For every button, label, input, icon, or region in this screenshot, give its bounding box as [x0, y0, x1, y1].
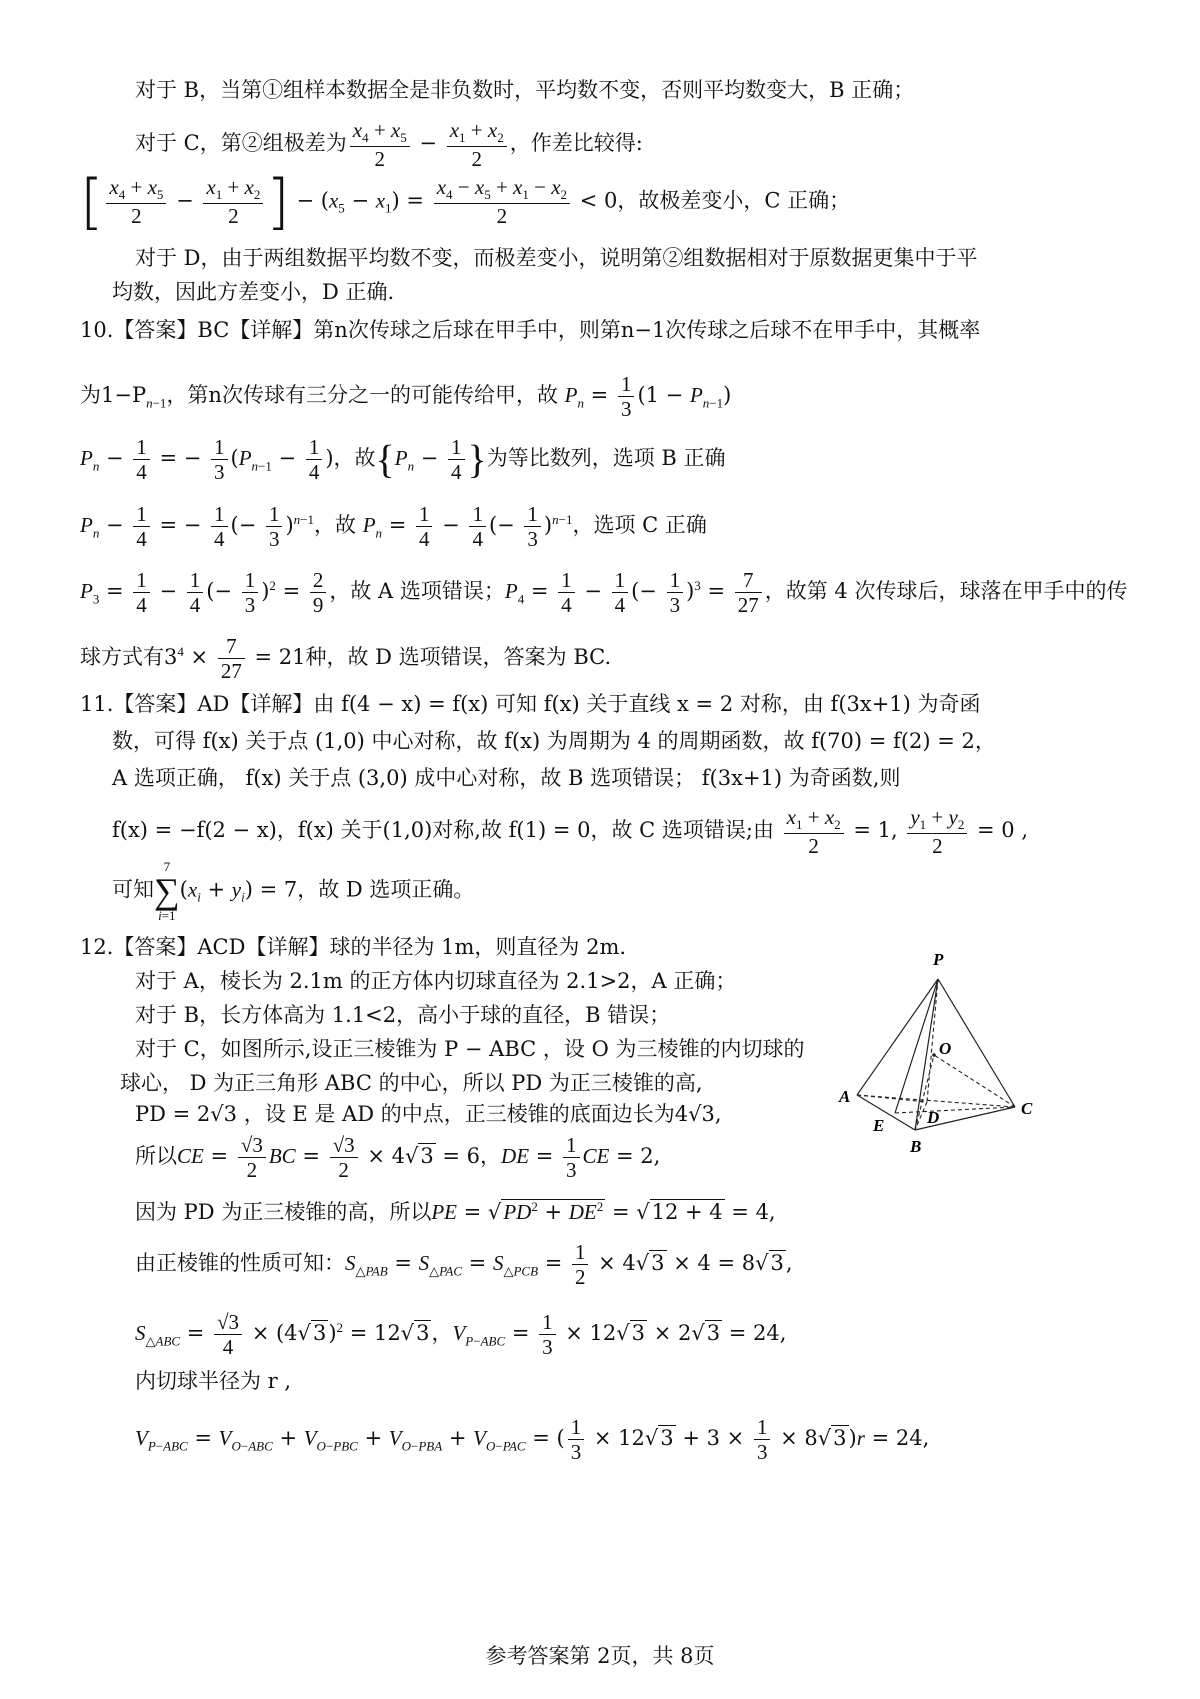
label-d: D	[927, 1108, 940, 1127]
p10-line3: $P_n$ − $\frac{1}{4}$ = − $\frac{1}{3}$ ($P_{n-1}$ − $\frac{1}{4}$ )，故{$P_n$ − $\frac{1}{4}$ }为等比数列，选项 B 正确	[80, 435, 726, 485]
p12-option-c-line4: 所以CE = $\frac{√3}{2}$ BC = $\frac{√3}{2}$ × 4√3 = 6，DE = $\frac{1}{3}$ CE = 2,	[135, 1133, 661, 1183]
p12-option-c-line9: $V_{P-ABC} = V_{O-ABC} + V_{O-PBC} + V_{O-PBA} + V_{O-PAC}$ = ( $\frac{1}{3}$ × 12√3 + 3 × $\frac{1}{3}$ × 8√3)r = 24,	[135, 1415, 930, 1465]
p10-line2: 为$1-P_{n-1}$，第n次传球有三分之一的可能传给甲，故 $P_n$ = $\frac{1}{3}$ $(1 - P_{n-1})$	[80, 372, 732, 422]
p12-option-c-line3: PD = 2√3 ，设 E 是 AD 的中点，正三棱锥的底面边长为4√3,	[135, 1102, 722, 1126]
p12-option-c-line8: 内切球半径为 r ,	[135, 1369, 292, 1393]
p9-range-comparison: [ $\frac{x_4 + x_5}{2}$ − $\frac{x_1 + x_2}{2}$ ] − $(x_5 - x_1)$ = $\frac{x_4 - x_5 + x_1 - x_2}{2}$ < 0，故极差变小，C 正确；	[80, 167, 851, 237]
p10-line5: $P_3$ = $\frac{1}{4}$ − $\frac{1}{4}$ (− $\frac{1}{3}$ )$^2$ = $\frac{2}{9}$ ，故 A 选项错误；$P_4$ = $\frac{1}{4}$ − $\frac{1}{4}$ (− $\frac{1}{3}$ )$^3$ = $\frac{7}{27}$ ，故第 4 次传球后，球落在甲手中的传	[80, 568, 1128, 618]
p12-option-c-line7: $S_{\triangle ABC}$ = $\frac{√3}{4}$ × $(4√3)^2 = 12√3$，$V_{P-ABC}$ = $\frac{1}{3}$ × 12√3 × 2√3 = 24,	[135, 1310, 787, 1360]
fraction: $\frac{x_1 + x_2}{2}$	[447, 118, 507, 171]
p12-option-c-line1: 对于 C，如图所示,设正三棱锥为 P − ABC ，设 O 为三棱锥的内切球的	[135, 1037, 805, 1061]
p9-option-c-intro: 对于 C，第②组极差为 $\frac{x_4 + x_5}{2}$ − $\frac{x_1 + x_2}{2}$ ，作差比较得:	[135, 118, 643, 172]
fraction: $\frac{x_4 + x_5}{2}$	[350, 118, 410, 171]
p11-line5: 可知 7 ∑ i=1 $(x_i + y_i) = 7$，故 D 选项正确。	[112, 859, 475, 923]
p10-line1: 10.【答案】BC【详解】第n次传球之后球在甲手中，则第n−1次传球之后球不在甲手中，其概率	[80, 318, 981, 342]
p11-line1: 11.【答案】AD【详解】由 f(4 − x) = f(x) 可知 f(x) 关于直线 x = 2 对称，由 f(3x+1) 为奇函	[80, 692, 981, 716]
label-a: A	[839, 1087, 851, 1106]
p12-option-c-line5: 因为 PD 为正三棱锥的高，所以PE = $√PD^2 + DE^2 = √12 + 4 = 4$,	[135, 1199, 776, 1224]
pyramid-diagram	[835, 945, 1055, 1160]
p12-line1: 12.【答案】ACD【详解】球的半径为 1m，则直径为 2m.	[80, 935, 627, 959]
p9-option-d-line2: 均数，因此方差变小，D 正确.	[112, 280, 395, 304]
p12-option-c-line2: 球心， D 为正三角形 ABC 的中心，所以 PD 为正三棱锥的高,	[120, 1071, 703, 1095]
page-footer: 参考答案第 2页，共 8页	[485, 1644, 715, 1668]
p12-option-b: 对于 B，长方体高为 1.1<2，高小于球的直径，B 错误；	[135, 1003, 671, 1027]
label-e: E	[873, 1116, 885, 1135]
label-b: B	[910, 1137, 922, 1156]
p12-option-c-line6: 由正棱锥的性质可知：$S_{\triangle PAB} = S_{\triangle PAC} = S_{\triangle PCB}$ = $\frac{1}{2}$ × 4√3 × 4 = 8√3,	[135, 1240, 793, 1290]
p10-line4: $P_n$ − $\frac{1}{4}$ = − $\frac{1}{4}$ (− $\frac{1}{3}$ )$^{n-1}$，故 $P_n$ = $\frac{1}{4}$ − $\frac{1}{4}$ (− $\frac{1}{3}$ )$^{n-1}$，选项 C 正确	[80, 502, 707, 552]
label-o: O	[939, 1039, 952, 1058]
p9-option-b: 对于 B，当第①组样本数据全是非负数时，平均数不变，否则平均数变大，B 正确；	[135, 78, 915, 102]
p11-line4: f(x) = −f(2 − x)，f(x) 关于(1,0)对称,故 f(1) = 0，故 C 选项错误;由 $\frac{x_1 + x_2}{2}$ = 1, $\frac{y_1 + y_2}{2}$ = 0 ,	[112, 805, 1029, 859]
label-c: C	[1021, 1099, 1033, 1118]
p10-line6: 球方式有$3^4$ × $\frac{7}{27}$ = 21种，故 D 选项错误，答案为 BC.	[80, 634, 612, 684]
label-p: P	[933, 950, 944, 969]
p11-line3: A 选项正确， f(x) 关于点 (3,0) 成中心对称，故 B 选项错误； f(3x+1) 为奇函数,则	[112, 766, 901, 790]
p11-line2: 数，可得 f(x) 关于点 (1,0) 中心对称，故 f(x) 为周期为 4 的周期函数，故 f(70) = f(2) = 2，	[112, 729, 996, 753]
p12-option-a: 对于 A，棱长为 2.1m 的正方体内切球直径为 2.1>2，A 正确；	[135, 969, 737, 993]
p9-option-d-line1: 对于 D，由于两组数据平均数不变，而极差变小，说明第②组数据相对于原数据更集中于平	[135, 246, 978, 270]
